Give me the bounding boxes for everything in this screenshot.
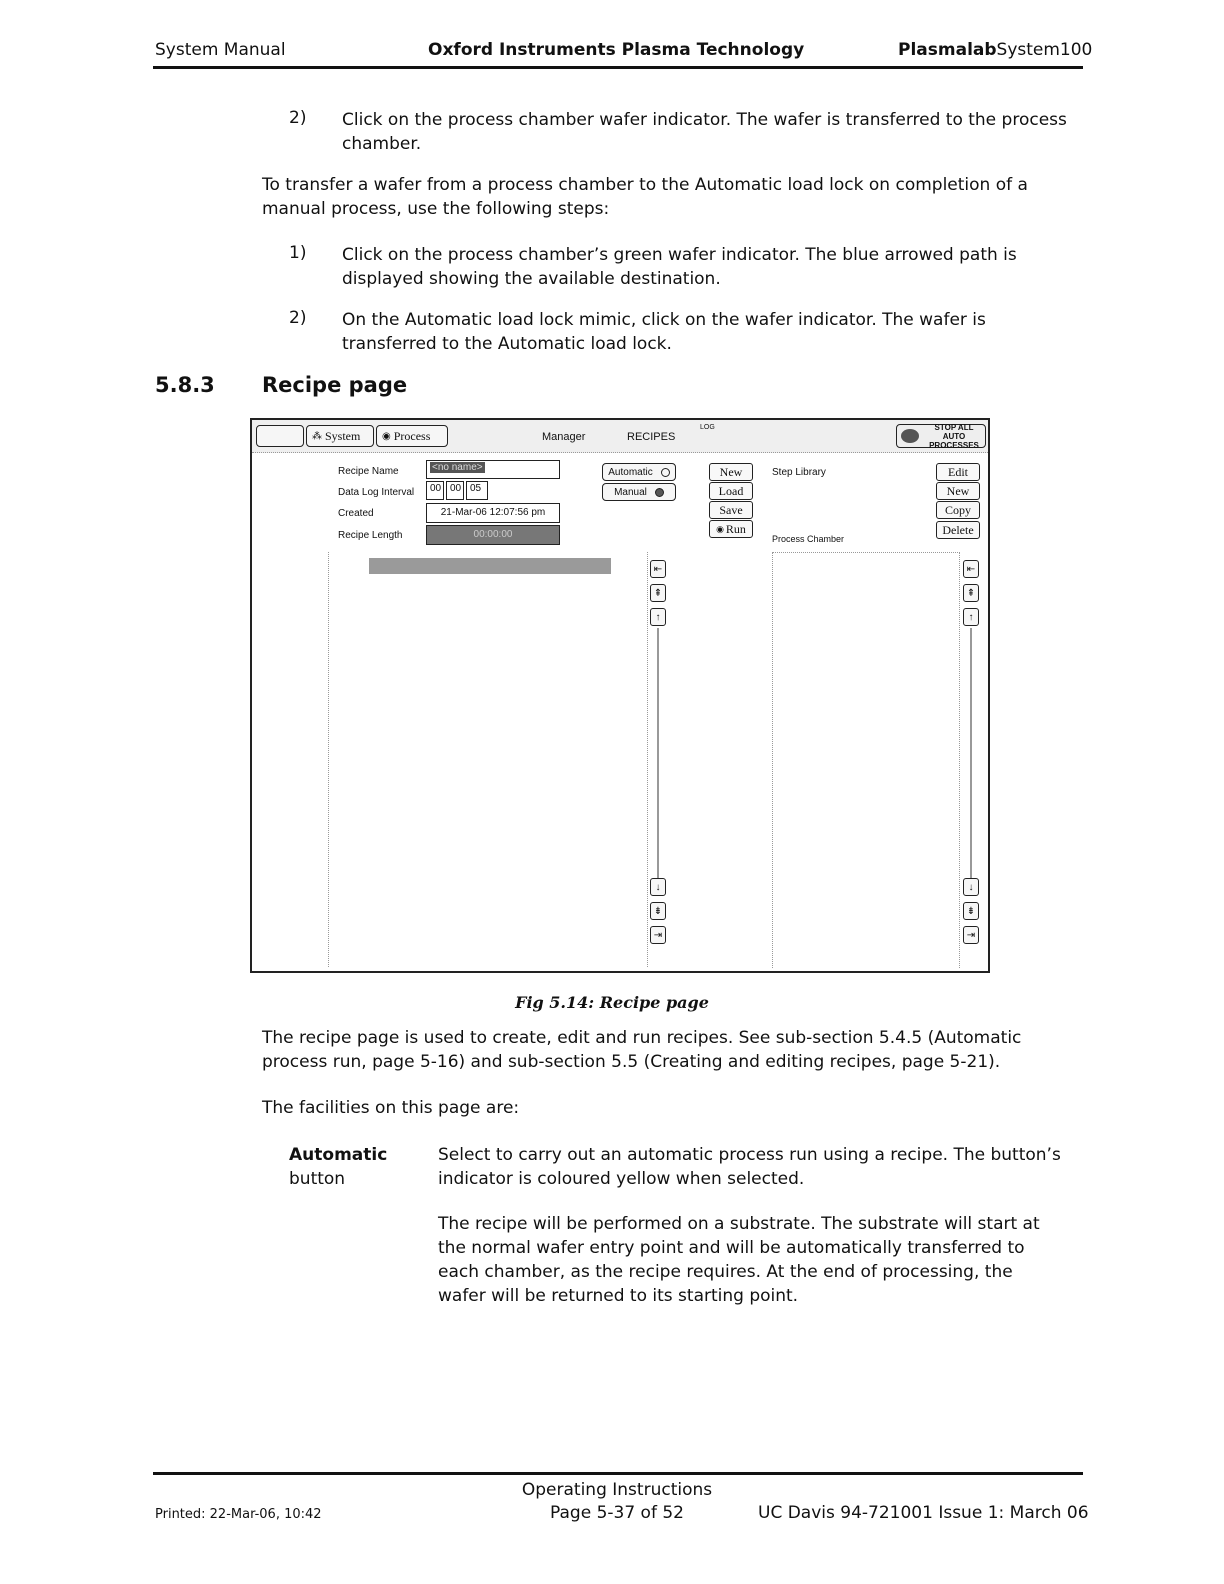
paragraph-line: To transfer a wafer from a process chamber to the Automatic load lock on completion of a: [262, 175, 1028, 195]
selected-step-row[interactable]: [369, 558, 611, 574]
paragraph-line: The recipe will be performed on a substrate. The substrate will start at: [438, 1214, 1040, 1234]
footer-rule: [153, 1472, 1083, 1475]
step-copy-button[interactable]: Copy: [936, 501, 980, 519]
automatic-label: Automatic: [608, 466, 653, 478]
system-icon: ⁂: [312, 430, 322, 442]
paragraph-line: Select to carry out an automatic process run using a recipe. The button’s: [438, 1145, 1061, 1165]
step-number: 2): [289, 308, 307, 328]
scroll-top-icon[interactable]: ⇤: [650, 560, 666, 578]
scroll-page-up-icon[interactable]: ⇞: [650, 584, 666, 602]
step-text: [342, 308, 986, 356]
recipe-save-button[interactable]: Save: [709, 501, 753, 519]
recipe-load-button[interactable]: Load: [709, 482, 753, 500]
process-tab-button[interactable]: [376, 425, 448, 447]
process-chamber-steps-list[interactable]: [772, 552, 960, 968]
recipe-new-button[interactable]: New: [709, 463, 753, 481]
paragraph-line: The recipe page is used to create, edit and run recipes. See sub-section 5.4.5 (Automatic: [262, 1028, 1022, 1048]
paragraph-line: process run, page 5-16) and sub-section 5.5 (Creating and editing recipes, page 5-21).: [262, 1052, 1001, 1072]
data-log-interval-label: Data Log Interval: [338, 487, 415, 498]
data-log-hours-input[interactable]: 00: [426, 481, 444, 500]
step-number: 1): [289, 243, 307, 263]
stop-icon: [901, 429, 919, 443]
header-right-regular: System100: [996, 40, 1093, 60]
step-line: Click on the process chamber’s green wafer indicator. The blue arrowed path is: [342, 245, 1017, 265]
step-new-button[interactable]: New: [936, 482, 980, 500]
scroll-page-up-icon[interactable]: ⇞: [963, 584, 979, 602]
header-center: Oxford Instruments Plasma Technology: [428, 40, 805, 60]
stop-all-auto-processes-button[interactable]: [896, 424, 986, 448]
step-library-scrollbar[interactable]: [963, 560, 981, 960]
scroll-page-down-icon[interactable]: ⇟: [650, 902, 666, 920]
step-number: 2): [289, 108, 307, 128]
description: [262, 1026, 1021, 1074]
log-label[interactable]: LOG: [700, 424, 715, 431]
facility-description-2: [438, 1212, 1040, 1308]
blank-tab-button[interactable]: [256, 425, 304, 447]
process-icon: ◉: [382, 430, 391, 442]
transfer-intro: [262, 173, 1028, 221]
step-line: transferred to the Automatic load lock.: [342, 334, 672, 354]
facility-term-regular: button: [289, 1169, 346, 1189]
step-line: Click on the process chamber wafer indicator. The wafer is transferred to the process: [342, 110, 1067, 130]
facility-description-1: [438, 1143, 1061, 1191]
footer-right: UC Davis 94-721001 Issue 1: March 06: [758, 1503, 1089, 1523]
step-text: [342, 108, 1067, 156]
manual-mode-button[interactable]: [602, 483, 676, 501]
header-rule: [153, 66, 1083, 69]
scroll-up-icon[interactable]: ↑: [963, 608, 979, 626]
header-right-bold: Plasmalab: [898, 40, 997, 60]
facilities-intro: The facilities on this page are:: [262, 1098, 520, 1118]
step-text: [342, 243, 1017, 291]
facility-term-bold: Automatic: [289, 1145, 388, 1165]
paragraph-line: wafer will be returned to its starting point.: [438, 1286, 799, 1306]
scroll-down-icon[interactable]: ↓: [650, 878, 666, 896]
scroll-page-down-icon[interactable]: ⇟: [963, 902, 979, 920]
run-label: Run: [725, 521, 746, 536]
process-chamber-label: Process Chamber: [772, 534, 845, 544]
system-tab-label: System: [325, 428, 361, 443]
data-log-seconds-input[interactable]: 05: [466, 481, 488, 500]
scroll-up-icon[interactable]: ↑: [650, 608, 666, 626]
automatic-radio-indicator: [661, 468, 670, 477]
manager-label: Manager: [542, 431, 586, 443]
automatic-mode-button[interactable]: [602, 463, 676, 481]
scroll-track[interactable]: [657, 628, 659, 878]
scroll-top-icon[interactable]: ⇤: [963, 560, 979, 578]
recipe-name-value: <no name>: [432, 462, 483, 473]
header-left: System Manual: [155, 40, 286, 60]
figure-caption: Fig 5.14: Recipe page: [515, 993, 709, 1012]
run-icon: ◉: [716, 523, 724, 534]
recipe-steps-list[interactable]: [328, 552, 648, 967]
process-tab-label: Process: [393, 428, 431, 443]
scroll-bottom-icon[interactable]: ⇥: [650, 926, 666, 944]
footer-center-line2: Page 5-37 of 52: [550, 1503, 684, 1523]
recipe-page-screenshot: [250, 418, 990, 973]
header-right: [898, 40, 1092, 60]
paragraph-line: manual process, use the following steps:: [262, 199, 610, 219]
scroll-down-icon[interactable]: ↓: [963, 878, 979, 896]
step-line: displayed showing the available destination.: [342, 269, 721, 289]
manual-radio-indicator: [655, 488, 664, 497]
step-library-label: Step Library: [772, 467, 826, 478]
paragraph-line: each chamber, as the recipe requires. At the end of processing, the: [438, 1262, 1013, 1282]
recipe-name-input[interactable]: [426, 460, 560, 479]
scroll-track[interactable]: [970, 628, 972, 878]
step-line: chamber.: [342, 134, 422, 154]
data-log-minutes-input[interactable]: 00: [446, 481, 464, 500]
facility-term: [289, 1143, 387, 1191]
recipe-list-scrollbar[interactable]: [650, 560, 668, 960]
recipe-length-label: Recipe Length: [338, 530, 403, 541]
recipe-name-label: Recipe Name: [338, 466, 399, 477]
system-tab-button[interactable]: [306, 425, 374, 447]
step-line: On the Automatic load lock mimic, click on the wafer indicator. The wafer is: [342, 310, 986, 330]
recipes-label: RECIPES: [627, 431, 676, 443]
recipe-run-button[interactable]: [709, 520, 753, 538]
paragraph-line: indicator is coloured yellow when selected.: [438, 1169, 805, 1189]
stop-label: STOP ALL AUTO PROCESSES: [929, 422, 979, 450]
step-delete-button[interactable]: Delete: [936, 521, 980, 539]
section-number: 5.8.3: [155, 373, 215, 397]
created-value: 21-Mar-06 12:07:56 pm: [426, 503, 560, 523]
paragraph-line: the normal wafer entry point and will be automatically transferred to: [438, 1238, 1025, 1258]
manual-label: Manual: [614, 486, 647, 498]
created-label: Created: [338, 508, 374, 519]
scroll-bottom-icon[interactable]: ⇥: [963, 926, 979, 944]
footer-center-line1: Operating Instructions: [521, 1480, 713, 1500]
section-title: Recipe page: [262, 373, 408, 397]
recipe-length-value: 00:00:00: [426, 525, 560, 545]
top-toolbar: [252, 420, 988, 453]
footer-printed: Printed: 22-Mar-06, 10:42: [155, 1507, 322, 1522]
step-edit-button[interactable]: Edit: [936, 463, 980, 481]
